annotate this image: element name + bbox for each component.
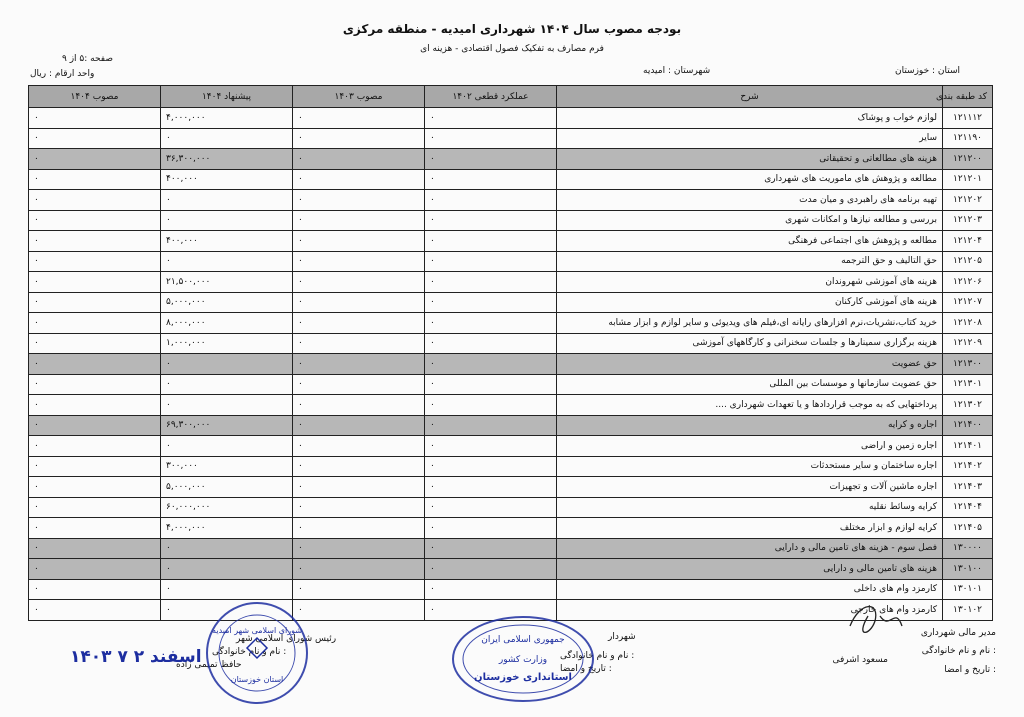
- cell-actual-1402: ۰: [425, 538, 557, 559]
- cell-description: فصل سوم - هزینه های تامین مالی و دارایی: [557, 538, 943, 559]
- cell-description: کرایه لوازم و ابزار مختلف: [557, 518, 943, 539]
- council-stamp: [195, 598, 325, 708]
- cell-code: ۱۲۱۲۰۱: [943, 169, 993, 190]
- mayor-date-label: تاریخ و امضا :: [560, 664, 612, 674]
- cell-approved-1404: ۰: [29, 415, 161, 436]
- cell-approved-1404: ۰: [29, 579, 161, 600]
- mayor-title: شهردار: [608, 632, 636, 642]
- cell-approved-1403: ۰: [293, 210, 425, 231]
- cell-description: هزینه برگزاری سمینارها و جلسات سخنرانی و کارگاههای آموزشی: [557, 333, 943, 354]
- cell-actual-1402: ۰: [425, 436, 557, 457]
- cell-approved-1403: ۰: [293, 272, 425, 293]
- column-header-approved-1404: مصوب ۱۴۰۴: [29, 86, 161, 108]
- table-section-row: [29, 538, 993, 559]
- cell-description: کرایه وسائط نقلیه: [557, 497, 943, 518]
- table-section-row: [29, 415, 993, 436]
- cell-proposed-1404: ۰: [161, 436, 293, 457]
- cell-description: اجاره زمین و اراضی: [557, 436, 943, 457]
- cell-actual-1402: ۰: [425, 354, 557, 375]
- cell-code: ۱۲۱۴۰۱: [943, 436, 993, 457]
- table-section-row: [29, 559, 993, 580]
- svg-text:جمهوری اسلامی ایران: جمهوری اسلامی ایران: [481, 635, 565, 645]
- cell-approved-1404: ۰: [29, 354, 161, 375]
- cell-code: ۱۲۱۱۹۰: [943, 128, 993, 149]
- cell-approved-1404: ۰: [29, 169, 161, 190]
- table-row: [29, 374, 993, 395]
- budget-table: [28, 85, 993, 621]
- finance-manager-signature: [840, 596, 910, 646]
- cell-description: هزینه های آموزشی کارکنان: [557, 292, 943, 313]
- cell-approved-1403: ۰: [293, 190, 425, 211]
- cell-code: ۱۲۱۴۰۴: [943, 497, 993, 518]
- svg-text:استانداری خوزستان: استانداری خوزستان: [474, 672, 572, 683]
- cell-actual-1402: ۰: [425, 579, 557, 600]
- cell-approved-1404: ۰: [29, 128, 161, 149]
- table-row: [29, 128, 993, 149]
- cell-approved-1404: ۰: [29, 231, 161, 252]
- cell-description: کارمزد وام های خارجی: [557, 600, 943, 621]
- cell-approved-1404: ۰: [29, 477, 161, 498]
- cell-proposed-1404: ۰: [161, 251, 293, 272]
- cell-description: هزینه های آموزشی شهروندان: [557, 272, 943, 293]
- council-name-label: نام و نام خانوادگی :: [212, 647, 287, 657]
- cell-actual-1402: ۰: [425, 333, 557, 354]
- cell-description: اجاره ماشین آلات و تجهیزات: [557, 477, 943, 498]
- column-header-approved-1403: مصوب ۱۴۰۳: [293, 86, 425, 108]
- table-row: [29, 456, 993, 477]
- cell-description: خرید کتاب،نشریات،نرم افزارهای رایانه ای،فیلم های ویدیوئی و سایر لوازم و ابزار مشابه: [557, 313, 943, 334]
- cell-proposed-1404: ۴,۰۰۰,۰۰۰: [161, 108, 293, 129]
- cell-approved-1403: ۰: [293, 292, 425, 313]
- cell-code: ۱۲۱۴۰۳: [943, 477, 993, 498]
- council-title: رئیس شورای اسلامی شهر: [236, 634, 337, 644]
- cell-code: ۱۳۰۰۰۰: [943, 538, 993, 559]
- cell-proposed-1404: ۲۱,۵۰۰,۰۰۰: [161, 272, 293, 293]
- cell-approved-1403: ۰: [293, 374, 425, 395]
- cell-proposed-1404: ۵,۰۰۰,۰۰۰: [161, 292, 293, 313]
- cell-proposed-1404: ۰: [161, 538, 293, 559]
- cell-actual-1402: ۰: [425, 600, 557, 621]
- cell-code: ۱۲۱۴۰۰: [943, 415, 993, 436]
- cell-approved-1403: ۰: [293, 559, 425, 580]
- cell-approved-1403: ۰: [293, 128, 425, 149]
- cell-approved-1403: ۰: [293, 169, 425, 190]
- cell-actual-1402: ۰: [425, 169, 557, 190]
- cell-approved-1404: ۰: [29, 497, 161, 518]
- cell-proposed-1404: ۵,۰۰۰,۰۰۰: [161, 477, 293, 498]
- table-row: [29, 108, 993, 129]
- cell-proposed-1404: ۰: [161, 395, 293, 416]
- cell-description: حق التالیف و حق الترجمه: [557, 251, 943, 272]
- cell-description: اجاره و کرایه: [557, 415, 943, 436]
- table-row: [29, 251, 993, 272]
- cell-actual-1402: ۰: [425, 251, 557, 272]
- cell-approved-1404: ۰: [29, 333, 161, 354]
- cell-description: لوازم خواب و پوشاک: [557, 108, 943, 129]
- table-row: [29, 210, 993, 231]
- cell-approved-1404: ۰: [29, 313, 161, 334]
- cell-approved-1403: ۰: [293, 456, 425, 477]
- cell-approved-1403: ۰: [293, 497, 425, 518]
- cell-code: ۱۲۱۴۰۵: [943, 518, 993, 539]
- cell-proposed-1404: ۴,۰۰۰,۰۰۰: [161, 518, 293, 539]
- page-subtitle: فرم مصارف به تفکیک فصول اقتصادی - هزینه ای: [420, 44, 604, 54]
- cell-proposed-1404: ۸,۰۰۰,۰۰۰: [161, 313, 293, 334]
- cell-proposed-1404: ۰: [161, 579, 293, 600]
- cell-description: پرداختهایی که به موجب قراردادها و یا تعهدات شهرداری ....: [557, 395, 943, 416]
- cell-proposed-1404: ۰: [161, 559, 293, 580]
- cell-actual-1402: ۰: [425, 149, 557, 170]
- cell-approved-1403: ۰: [293, 354, 425, 375]
- table-row: [29, 436, 993, 457]
- finance-manager-date-label: تاریخ و امضا :: [944, 665, 996, 675]
- cell-code: ۱۲۱۲۰۹: [943, 333, 993, 354]
- cell-proposed-1404: ۴۰۰,۰۰۰: [161, 169, 293, 190]
- cell-actual-1402: ۰: [425, 313, 557, 334]
- cell-approved-1403: ۰: [293, 108, 425, 129]
- table-row: [29, 292, 993, 313]
- council-name: حافظ تمیمی زاده: [176, 660, 242, 670]
- column-header-proposed-1404: پیشنهاد ۱۴۰۴: [161, 86, 293, 108]
- cell-approved-1403: ۰: [293, 579, 425, 600]
- cell-actual-1402: ۰: [425, 518, 557, 539]
- cell-description: بررسی و مطالعه نیازها و امکانات شهری: [557, 210, 943, 231]
- cell-approved-1404: ۰: [29, 395, 161, 416]
- cell-approved-1404: ۰: [29, 538, 161, 559]
- cell-actual-1402: ۰: [425, 415, 557, 436]
- cell-code: ۱۲۱۴۰۲: [943, 456, 993, 477]
- cell-actual-1402: ۰: [425, 559, 557, 580]
- cell-approved-1403: ۰: [293, 518, 425, 539]
- table-row: [29, 497, 993, 518]
- cell-approved-1404: ۰: [29, 518, 161, 539]
- cell-code: ۱۲۱۲۰۵: [943, 251, 993, 272]
- finance-manager-title: مدیر مالی شهرداری: [920, 628, 996, 638]
- governorate-stamp: [448, 612, 598, 707]
- cell-description: مطالعه و پژوهش های ماموریت های شهرداری: [557, 169, 943, 190]
- svg-text:شورای اسلامی شهر امیدیه: شورای اسلامی شهر امیدیه: [212, 626, 302, 635]
- city-label: شهرستان : امیدیه: [643, 66, 711, 76]
- cell-approved-1404: ۰: [29, 272, 161, 293]
- table-row: [29, 190, 993, 211]
- cell-code: ۱۲۱۲۰۸: [943, 313, 993, 334]
- cell-proposed-1404: ۳۰۰,۰۰۰: [161, 456, 293, 477]
- cell-actual-1402: ۰: [425, 190, 557, 211]
- handwritten-date: ۱۴۰۳ اسفند ۲ ۷: [70, 647, 202, 667]
- cell-code: ۱۲۱۳۰۲: [943, 395, 993, 416]
- table-header-row: [29, 86, 993, 108]
- cell-proposed-1404: ۰: [161, 354, 293, 375]
- cell-approved-1403: ۰: [293, 600, 425, 621]
- cell-actual-1402: ۰: [425, 456, 557, 477]
- column-header-actual-1402: عملکرد قطعی ۱۴۰۲: [425, 86, 557, 108]
- cell-approved-1404: ۰: [29, 190, 161, 211]
- svg-text:وزارت کشور: وزارت کشور: [498, 655, 548, 665]
- table-section-row: [29, 354, 993, 375]
- cell-actual-1402: ۰: [425, 108, 557, 129]
- cell-approved-1404: ۰: [29, 149, 161, 170]
- cell-description: هزینه های مطالعاتی و تحقیقاتی: [557, 149, 943, 170]
- cell-code: ۱۳۰۱۰۰: [943, 559, 993, 580]
- cell-description: سایر: [557, 128, 943, 149]
- cell-code: ۱۲۱۲۰۲: [943, 190, 993, 211]
- province-label: استان : خوزستان: [894, 66, 960, 76]
- cell-approved-1403: ۰: [293, 538, 425, 559]
- cell-approved-1404: ۰: [29, 436, 161, 457]
- cell-approved-1404: ۰: [29, 374, 161, 395]
- cell-actual-1402: ۰: [425, 210, 557, 231]
- cell-code: ۱۲۱۳۰۱: [943, 374, 993, 395]
- finance-manager-name: مسعود اشرفی: [832, 655, 888, 665]
- cell-proposed-1404: ۴۰۰,۰۰۰: [161, 231, 293, 252]
- table-row: [29, 231, 993, 252]
- cell-approved-1404: ۰: [29, 600, 161, 621]
- cell-code: ۱۲۱۳۰۰: [943, 354, 993, 375]
- table-row: [29, 272, 993, 293]
- cell-actual-1402: ۰: [425, 497, 557, 518]
- cell-actual-1402: ۰: [425, 292, 557, 313]
- table-section-row: [29, 149, 993, 170]
- cell-description: هزینه های تامین مالی و دارایی: [557, 559, 943, 580]
- cell-description: اجاره ساختمان و سایر مستحدثات: [557, 456, 943, 477]
- table-row: [29, 333, 993, 354]
- cell-code: ۱۳۰۱۰۱: [943, 579, 993, 600]
- cell-code: ۱۲۱۲۰۳: [943, 210, 993, 231]
- cell-proposed-1404: ۰: [161, 210, 293, 231]
- cell-description: حق عضویت: [557, 354, 943, 375]
- cell-approved-1403: ۰: [293, 477, 425, 498]
- page-number: صفحه :۵ از ۹: [62, 54, 113, 64]
- cell-code: ۱۲۱۲۰۴: [943, 231, 993, 252]
- cell-proposed-1404: ۱,۰۰۰,۰۰۰: [161, 333, 293, 354]
- cell-approved-1403: ۰: [293, 149, 425, 170]
- table-row: [29, 169, 993, 190]
- cell-approved-1403: ۰: [293, 313, 425, 334]
- cell-actual-1402: ۰: [425, 231, 557, 252]
- column-header-description: شرح: [557, 86, 943, 108]
- cell-approved-1404: ۰: [29, 456, 161, 477]
- table-row: [29, 518, 993, 539]
- cell-proposed-1404: ۳۶,۳۰۰,۰۰۰: [161, 149, 293, 170]
- finance-manager-name-label: نام و نام خانوادگی :: [921, 646, 996, 656]
- cell-proposed-1404: ۰: [161, 190, 293, 211]
- cell-approved-1403: ۰: [293, 333, 425, 354]
- cell-approved-1403: ۰: [293, 395, 425, 416]
- cell-code: ۱۲۱۲۰۶: [943, 272, 993, 293]
- cell-approved-1403: ۰: [293, 231, 425, 252]
- svg-text:استان خوزستان: استان خوزستان: [230, 675, 284, 684]
- cell-code: ۱۲۱۲۰۰: [943, 149, 993, 170]
- cell-code: ۱۳۰۱۰۲: [943, 600, 993, 621]
- cell-approved-1403: ۰: [293, 436, 425, 457]
- table-row: [29, 313, 993, 334]
- page-title: بودجه مصوب سال ۱۴۰۴ شهرداری امیدیه - منطقه مرکزی: [342, 22, 682, 36]
- cell-description: تهیه برنامه های راهبردی و میان مدت: [557, 190, 943, 211]
- cell-code: ۱۲۱۱۱۲: [943, 108, 993, 129]
- cell-description: کارمزد وام های داخلی: [557, 579, 943, 600]
- cell-actual-1402: ۰: [425, 128, 557, 149]
- cell-code: ۱۲۱۲۰۷: [943, 292, 993, 313]
- cell-proposed-1404: ۰: [161, 128, 293, 149]
- cell-approved-1403: ۰: [293, 251, 425, 272]
- cell-approved-1404: ۰: [29, 210, 161, 231]
- mayor-name-label: نام و نام خانوادگی :: [560, 651, 635, 661]
- cell-actual-1402: ۰: [425, 477, 557, 498]
- cell-actual-1402: ۰: [425, 272, 557, 293]
- cell-description: حق عضویت سازمانها و موسسات بین المللی: [557, 374, 943, 395]
- cell-approved-1404: ۰: [29, 108, 161, 129]
- cell-approved-1404: ۰: [29, 251, 161, 272]
- cell-proposed-1404: ۶۰,۰۰۰,۰۰۰: [161, 497, 293, 518]
- cell-proposed-1404: ۰: [161, 600, 293, 621]
- cell-approved-1403: ۰: [293, 415, 425, 436]
- cell-actual-1402: ۰: [425, 374, 557, 395]
- table-row: [29, 395, 993, 416]
- cell-description: مطالعه و پژوهش های اجتماعی فرهنگی: [557, 231, 943, 252]
- cell-approved-1404: ۰: [29, 559, 161, 580]
- cell-proposed-1404: ۶۹,۳۰۰,۰۰۰: [161, 415, 293, 436]
- cell-actual-1402: ۰: [425, 395, 557, 416]
- cell-proposed-1404: ۰: [161, 374, 293, 395]
- cell-approved-1404: ۰: [29, 292, 161, 313]
- unit-label: واحد ارقام : ریال: [30, 69, 95, 79]
- column-header-code: کد طبقه بندی: [943, 86, 993, 108]
- table-row: [29, 477, 993, 498]
